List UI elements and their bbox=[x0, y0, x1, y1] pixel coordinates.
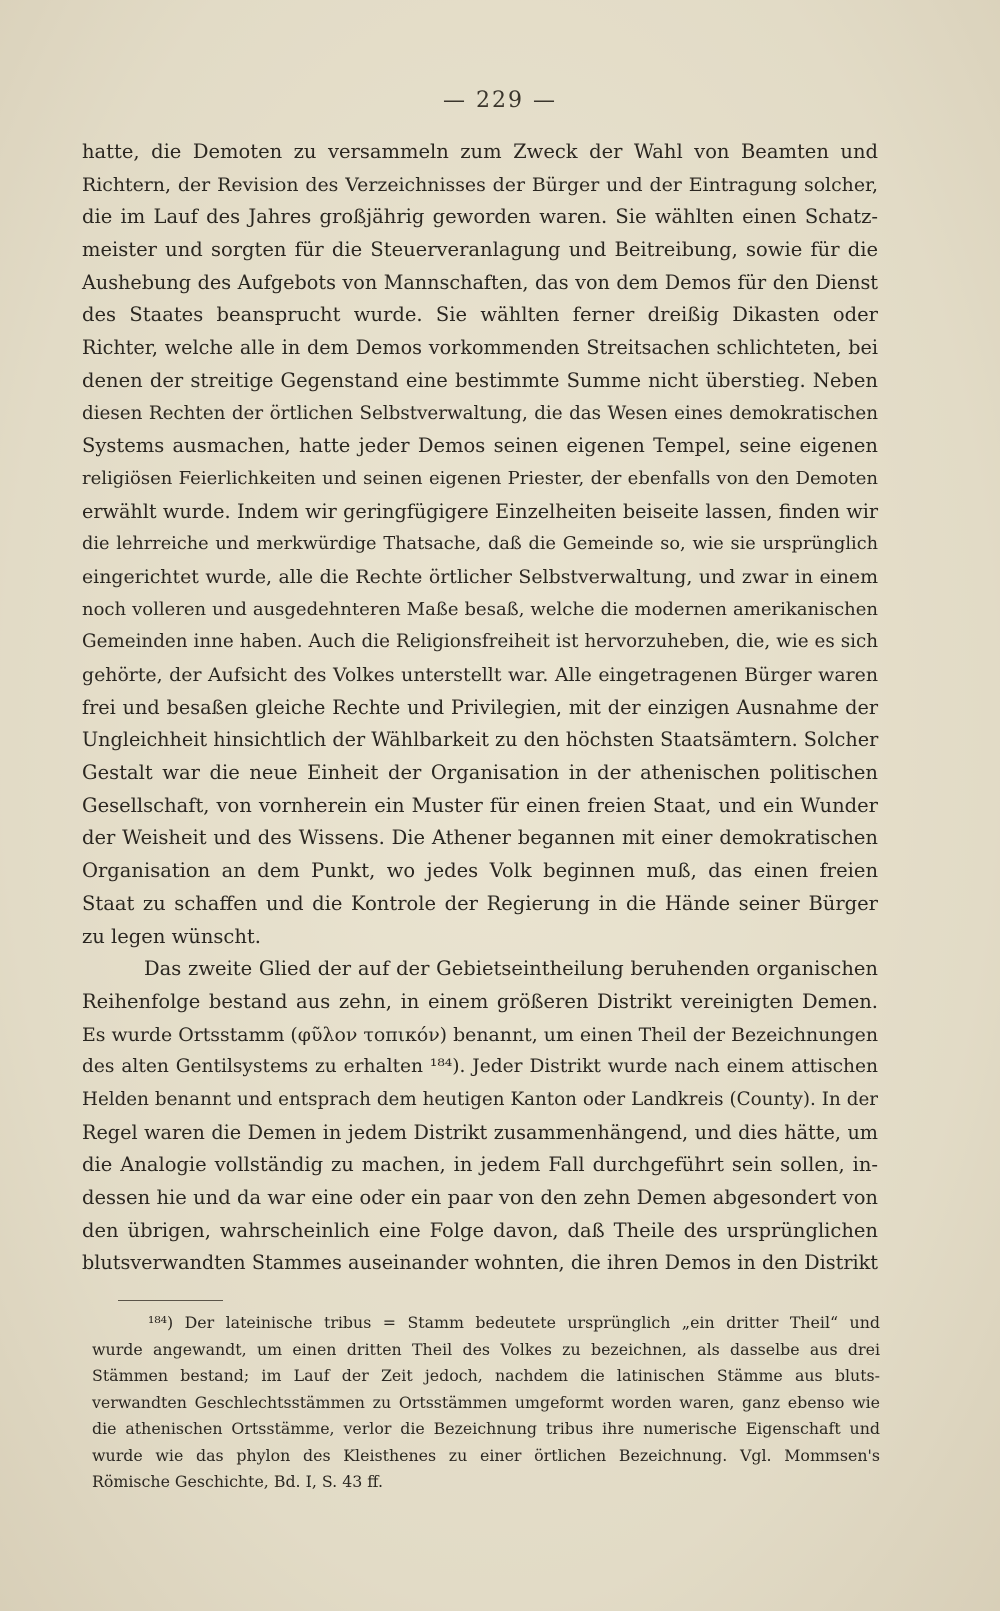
footnote-line: verwandten Geschlechtsstämmen zu Ortsstämmen umgeformt worden waren, ganz ebenso wie bbox=[92, 1392, 880, 1412]
text-line: Staat zu schaffen und die Kontrole der Regierung in die Hände seiner Bürger bbox=[82, 891, 878, 915]
text-line: der Weisheit und des Wissens. Die Athener begannen mit einer demokratischen bbox=[82, 826, 878, 850]
footnote-line: wurde angewandt, um einen dritten Theil des Volkes zu bezeichnen, als dasselbe aus drei bbox=[92, 1339, 880, 1359]
text-line: gehörte, der Aufsicht des Volkes unterstellt war. Alle eingetragenen Bürger waren bbox=[82, 664, 878, 686]
text-line: frei und besaßen gleiche Rechte und Privilegien, mit der einzigen Ausnahme der bbox=[82, 695, 878, 719]
text-line: denen der streitige Gegenstand eine bestimmte Summe nicht überstieg. Neben bbox=[82, 368, 878, 392]
text-line: religiösen Feierlichkeiten und seinen eigenen Priester, der ebenfalls von den Demoten bbox=[82, 467, 878, 489]
text-line: Gestalt war die neue Einheit der Organisation in der athenischen politischen bbox=[82, 761, 878, 785]
text-line: dessen hie und da war eine oder ein paar von den zehn Demen abgesondert von bbox=[82, 1186, 878, 1209]
text-line: des alten Gentilsystems zu erhalten ¹⁸⁴). Jeder Distrikt wurde nach einem attischen bbox=[82, 1056, 878, 1078]
text-line: meister und sorgten für die Steuerveranlagung und Beitreibung, sowie für die bbox=[82, 238, 878, 262]
text-line: Es wurde Ortsstamm (φῦλον τοπικόν) benannt, um einen Theil der Bezeichnungen bbox=[82, 1023, 878, 1046]
text-line: die Analogie vollständig zu machen, in jedem Fall durchgeführt sein sollen, in- bbox=[82, 1153, 878, 1177]
text-line: Aushebung des Aufgebots von Mannschaften, das von dem Demos für den Dienst bbox=[82, 270, 878, 294]
text-line: Ungleichheit hinsichtlich der Wählbarkeit zu den höchsten Staatsämtern. Solcher bbox=[82, 728, 879, 752]
text-line: Gemeinden inne haben. Auch die Religionsfreiheit ist hervorzuheben, die, wie es sich bbox=[82, 631, 878, 653]
text-line: Richter, welche alle in dem Demos vorkommenden Streitsachen schlichteten, bei bbox=[82, 336, 878, 360]
text-line: Regel waren die Demen in jedem Distrikt zusammenhängend, und dies hätte, um bbox=[82, 1120, 878, 1144]
footnote-line: Stämmen bestand; im Lauf der Zeit jedoch, nachdem die latinischen Stämme aus bluts- bbox=[92, 1366, 880, 1385]
footnote-line: Römische Geschichte, Bd. I, S. 43 ff. bbox=[92, 1472, 383, 1491]
text-line: des Staates beansprucht wurde. Sie wählten ferner dreißig Dikasten oder bbox=[82, 303, 878, 327]
text-line: eingerichtet wurde, alle die Rechte örtlicher Selbstverwaltung, und zwar in einem bbox=[82, 565, 878, 588]
text-line: hatte, die Demoten zu versammeln zum Zweck der Wahl von Beamten und bbox=[82, 140, 878, 163]
text-line: blutsverwandten Stammes auseinander wohnten, die ihren Demos in den Distrikt bbox=[82, 1251, 878, 1275]
text-line: erwählt wurde. Indem wir geringfügigere Einzelheiten beiseite lassen, finden wir bbox=[82, 499, 878, 523]
footnote-line: wurde wie das phylon des Kleisthenes zu einer örtlichen Bezeichnung. Vgl. Mommsen's bbox=[92, 1445, 880, 1465]
body-text bbox=[82, 136, 878, 1280]
text-line: Helden benannt und entsprach dem heutigen Kanton oder Landkreis (County). In der bbox=[82, 1088, 878, 1110]
text-line: den übrigen, wahrscheinlich eine Folge davon, daß Theile des ursprünglichen bbox=[82, 1218, 878, 1242]
paragraph-end-line: zu legen wünscht. bbox=[82, 924, 261, 948]
paragraph-start-line: Das zweite Glied der auf der Gebietseintheilung beruhenden organischen bbox=[144, 957, 878, 981]
text-line: Reihenfolge bestand aus zehn, in einem größeren Distrikt vereinigten Demen. bbox=[82, 989, 878, 1013]
text-line: Organisation an dem Punkt, wo jedes Volk beginnen muß, das einen freien bbox=[82, 859, 878, 883]
text-line: noch volleren und ausgedehnteren Maße besaß, welche die modernen amerikanischen bbox=[82, 598, 878, 620]
footnote-divider bbox=[118, 1300, 223, 1301]
text-line: Systems ausmachen, hatte jeder Demos seinen eigenen Tempel, seine eigenen bbox=[82, 434, 878, 458]
text-line: die im Lauf des Jahres großjährig geworden waren. Sie wählten einen Schatz- bbox=[82, 205, 878, 229]
text-line: Richtern, der Revision des Verzeichnisses der Bürger und der Eintragung solcher, bbox=[82, 173, 878, 196]
footnotes bbox=[92, 1310, 880, 1496]
text-line: Gesellschaft, von vornherein ein Muster für einen freien Staat, und ein Wunder bbox=[82, 793, 878, 817]
text-line: die lehrreiche und merkwürdige Thatsache, daß die Gemeinde so, wie sie ursprünglich bbox=[82, 534, 878, 555]
text-line: diesen Rechten der örtlichen Selbstverwaltung, die das Wesen eines demokratischen bbox=[82, 402, 878, 424]
page-number: — 229 — bbox=[443, 88, 557, 113]
footnote-line: die athenischen Ortsstämme, verlor die Bezeichnung tribus ihre numerische Eigenschaft und bbox=[92, 1419, 880, 1438]
footnote-line: ¹⁸⁴) Der lateinische tribus = Stamm bedeutete ursprünglich „ein dritter Theil“ und bbox=[148, 1313, 880, 1332]
